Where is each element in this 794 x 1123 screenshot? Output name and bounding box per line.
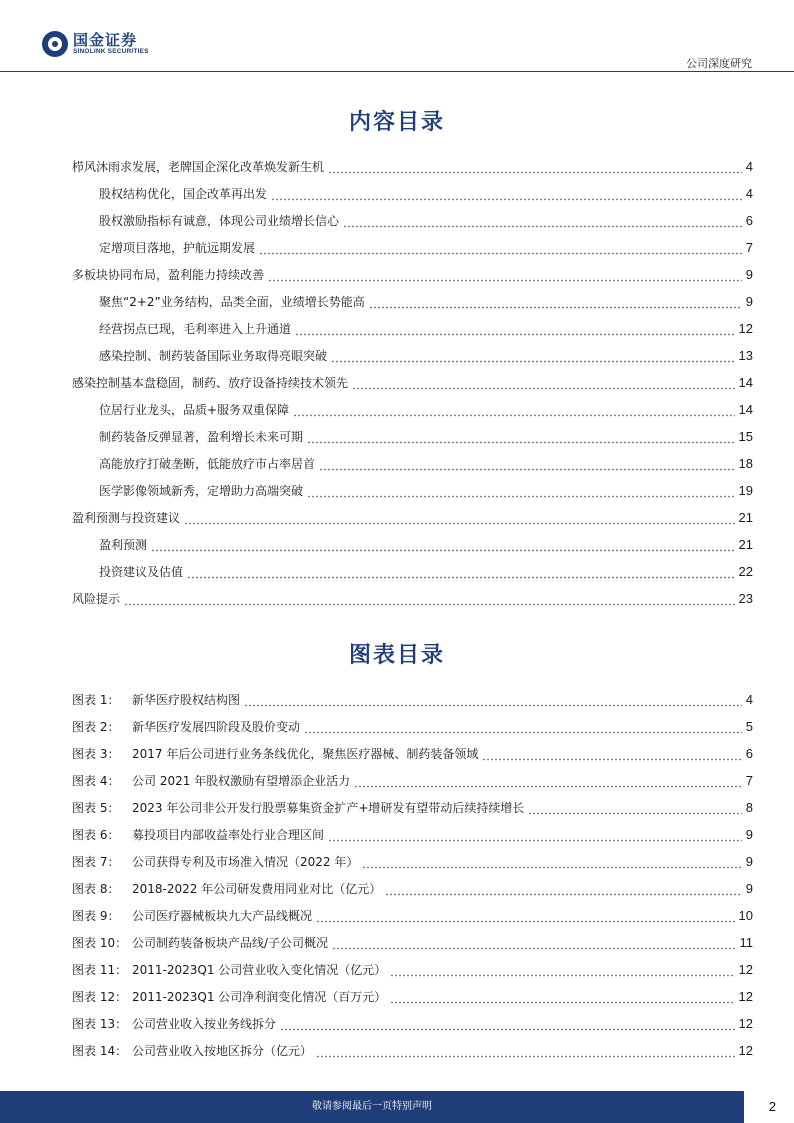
figure-entry-title: 募投项目内部收益率处行业合理区间 (132, 827, 325, 842)
toc-entry[interactable] (72, 369, 753, 396)
dot-leader (124, 592, 735, 606)
toc-entry-page: 18 (738, 455, 753, 471)
dot-leader (369, 295, 742, 309)
figure-entry-page: 12 (738, 1042, 753, 1058)
toc-entry-title: 盈利预测与投资建议 (72, 510, 181, 525)
toc-entry-title: 栉风沐雨求发展，老牌国企深化改革焕发新生机 (72, 159, 325, 174)
figure-entry-title: 2018-2022 年公司研发费用同业对比（亿元） (132, 881, 382, 896)
toc-entry-page: 21 (738, 536, 753, 552)
figure-entry[interactable] (72, 740, 753, 767)
toc-entry[interactable] (72, 558, 753, 585)
toc-entry-title: 聚焦“2+2”业务结构，品类全面，业绩增长势能高 (99, 294, 365, 309)
figure-entry-title: 公司获得专利及市场准入情况（2022 年） (132, 854, 359, 869)
toc-entry-page: 9 (745, 266, 753, 282)
toc-entry-page: 7 (745, 239, 753, 255)
figure-entry[interactable] (72, 821, 753, 848)
figure-entry[interactable] (72, 713, 753, 740)
dot-leader (528, 801, 741, 815)
toc-entry[interactable] (72, 396, 753, 423)
dot-leader (316, 1044, 735, 1058)
table-of-contents (72, 153, 753, 612)
figure-entry-label: 图表 11： (72, 962, 128, 977)
logo-icon (42, 31, 68, 57)
dot-leader (390, 990, 734, 1004)
toc-heading: 内容目录 (348, 109, 445, 135)
logo-chinese-name: 国金证券 (73, 31, 138, 49)
figure-entry-page: 10 (738, 907, 753, 923)
dot-leader (280, 1017, 735, 1031)
toc-entry-title: 位居行业龙头，品质+服务双重保障 (99, 402, 290, 417)
toc-entry-page: 13 (738, 347, 753, 363)
figure-entry[interactable] (72, 1010, 753, 1037)
toc-entry-title: 感染控制基本盘稳固，制药、放疗设备持续技术领先 (72, 375, 349, 390)
figure-entry[interactable] (72, 848, 753, 875)
dot-leader (328, 160, 742, 174)
figure-entry[interactable] (72, 767, 753, 794)
toc-entry-title: 多板块协同布局，盈利能力持续改善 (72, 267, 265, 282)
toc-entry[interactable] (72, 180, 753, 207)
list-of-figures (72, 686, 753, 1064)
toc-entry[interactable] (72, 153, 753, 180)
dot-leader (187, 565, 735, 579)
figure-entry-page: 8 (745, 799, 753, 815)
dot-leader (352, 376, 735, 390)
toc-entry[interactable] (72, 531, 753, 558)
figure-entry-page: 11 (739, 934, 753, 950)
page-header (0, 0, 794, 72)
toc-entry[interactable] (72, 234, 753, 261)
figure-entry-title: 公司营业收入按业务线拆分 (132, 1016, 277, 1031)
toc-entry[interactable] (72, 261, 753, 288)
dot-leader (244, 693, 742, 707)
dot-leader (293, 403, 734, 417)
toc-entry[interactable] (72, 477, 753, 504)
dot-leader (332, 936, 735, 950)
toc-entry-page: 14 (738, 401, 753, 417)
toc-entry-title: 制药装备反弹显著，盈利增长未来可期 (99, 429, 304, 444)
figure-entry-title: 公司制药装备板块产品线/子公司概况 (132, 935, 329, 950)
figure-entry-label: 图表 2： (72, 719, 120, 734)
toc-entry-title: 股权结构优化，国企改革再出发 (99, 186, 268, 201)
toc-entry[interactable] (72, 342, 753, 369)
figure-entry-page: 7 (745, 772, 753, 788)
disclaimer-note: 敬请参阅最后一页特别声明 (312, 1101, 432, 1112)
figure-entry-page: 9 (745, 880, 753, 896)
page-number: 2 (768, 1099, 776, 1114)
figure-list-heading: 图表目录 (348, 642, 445, 668)
toc-entry-page: 4 (745, 185, 753, 201)
logo-english-name: SINOLINK SECURITIES (73, 48, 149, 55)
dot-leader (307, 484, 735, 498)
toc-entry-page: 15 (738, 428, 753, 444)
figure-entry[interactable] (72, 686, 753, 713)
figure-entry-label: 图表 14： (72, 1043, 128, 1058)
dot-leader (295, 322, 735, 336)
toc-entry-title: 风险提示 (72, 591, 121, 606)
toc-entry[interactable] (72, 207, 753, 234)
toc-entry-title: 经营拐点已现，毛利率进入上升通道 (99, 321, 292, 336)
figure-entry-title: 新华医疗发展四阶段及股价变动 (132, 719, 301, 734)
dot-leader (343, 214, 742, 228)
dot-leader (328, 828, 742, 842)
figure-entry-page: 5 (745, 718, 753, 734)
dot-leader (390, 963, 734, 977)
figure-entry-title: 公司 2021 年股权激励有望增添企业活力 (132, 773, 351, 788)
figure-entry-title: 2011-2023Q1 公司营业收入变化情况（亿元） (132, 962, 387, 977)
toc-entry[interactable] (72, 288, 753, 315)
toc-entry-page: 12 (738, 320, 753, 336)
figure-entry[interactable] (72, 956, 753, 983)
dot-leader (319, 457, 735, 471)
toc-entry[interactable] (72, 585, 753, 612)
toc-entry-title: 股权激励指标有诚意，体现公司业绩增长信心 (99, 213, 340, 228)
figure-entry-page: 9 (745, 826, 753, 842)
figure-entry-page: 12 (738, 1015, 753, 1031)
toc-entry-title: 盈利预测 (99, 537, 148, 552)
figure-entry-title: 公司医疗器械板块九大产品线概况 (132, 908, 313, 923)
toc-entry[interactable] (72, 315, 753, 342)
dot-leader (316, 909, 735, 923)
figure-entry-label: 图表 7： (72, 854, 120, 869)
dot-leader (271, 187, 742, 201)
figure-entry[interactable] (72, 929, 753, 956)
dot-leader (304, 720, 742, 734)
figure-entry-label: 图表 8： (72, 881, 120, 896)
toc-entry-page: 22 (738, 563, 753, 579)
header-divider (0, 71, 794, 72)
company-logo (42, 31, 149, 57)
dot-leader (259, 241, 742, 255)
figure-entry-page: 9 (745, 853, 753, 869)
toc-entry-title: 投资建议及估值 (99, 564, 184, 579)
dot-leader (385, 882, 742, 896)
figure-entry-label: 图表 9： (72, 908, 120, 923)
dot-leader (307, 430, 735, 444)
figure-entry[interactable] (72, 983, 753, 1010)
figure-entry-label: 图表 5： (72, 800, 120, 815)
dot-leader (362, 855, 741, 869)
toc-entry-title: 高能放疗打破垄断，低能放疗市占率居首 (99, 456, 316, 471)
toc-entry-page: 4 (745, 158, 753, 174)
figure-entry-page: 6 (745, 745, 753, 761)
figure-entry-label: 图表 4： (72, 773, 120, 788)
figure-entry-label: 图表 1： (72, 692, 120, 707)
dot-leader (354, 774, 742, 788)
toc-entry[interactable] (72, 504, 753, 531)
page-footer (0, 1091, 794, 1123)
figure-entry[interactable] (72, 1037, 753, 1064)
toc-entry-title: 医学影像领域新秀，定增助力高端突破 (99, 483, 304, 498)
dot-leader (331, 349, 735, 363)
figure-entry-label: 图表 3： (72, 746, 120, 761)
figure-entry-title: 公司营业收入按地区拆分（亿元） (132, 1043, 313, 1058)
figure-entry[interactable] (72, 794, 753, 821)
figure-entry-title: 2011-2023Q1 公司净利润变化情况（百万元） (132, 989, 387, 1004)
figure-entry-label: 图表 13： (72, 1016, 128, 1031)
toc-entry-title: 感染控制、制药装备国际业务取得亮眼突破 (99, 348, 328, 363)
figure-entry-title: 2023 年公司非公开发行股票募集资金扩产+增研发有望带动后续持续增长 (132, 800, 525, 815)
dot-leader (151, 538, 735, 552)
figure-entry-label: 图表 10： (72, 935, 128, 950)
toc-entry-page: 21 (738, 509, 753, 525)
toc-entry-page: 23 (738, 590, 753, 606)
figure-entry[interactable] (72, 902, 753, 929)
toc-entry-title: 定增项目落地，护航远期发展 (99, 240, 256, 255)
toc-entry[interactable] (72, 450, 753, 477)
toc-entry-page: 9 (745, 293, 753, 309)
figure-entry-label: 图表 6： (72, 827, 120, 842)
toc-entry-page: 6 (745, 212, 753, 228)
figure-entry-page: 4 (745, 691, 753, 707)
figure-entry-page: 12 (738, 988, 753, 1004)
dot-leader (184, 511, 735, 525)
toc-entry-page: 19 (738, 482, 753, 498)
dot-leader (268, 268, 742, 282)
figure-entry-title: 新华医疗股权结构图 (132, 692, 241, 707)
figure-entry[interactable] (72, 875, 753, 902)
figure-entry-title: 2017 年后公司进行业务条线优化，聚焦医疗器械、制药装备领域 (132, 746, 479, 761)
figure-entry-page: 12 (738, 961, 753, 977)
dot-leader (482, 747, 741, 761)
toc-entry[interactable] (72, 423, 753, 450)
document-type-label: 公司深度研究 (686, 57, 752, 70)
toc-entry-page: 14 (738, 374, 753, 390)
figure-entry-label: 图表 12： (72, 989, 128, 1004)
logo-text (73, 32, 149, 56)
